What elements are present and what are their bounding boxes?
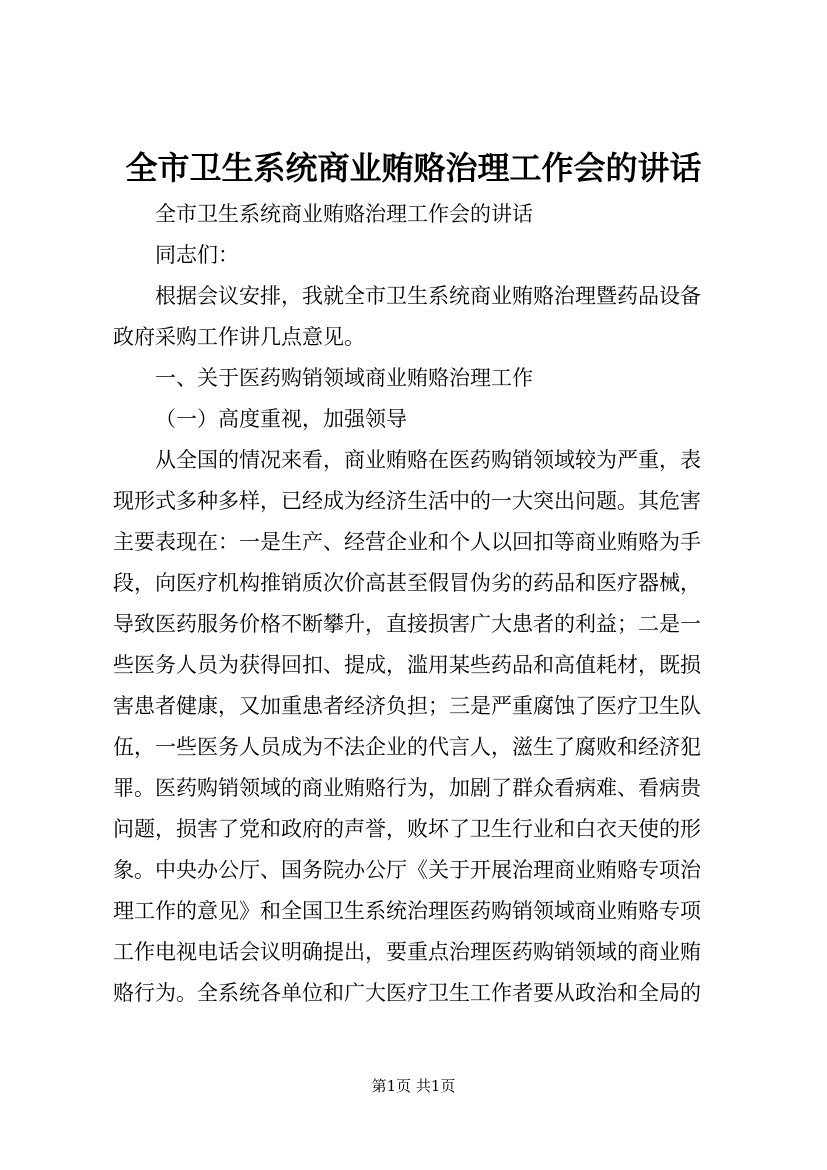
text-line: 根据会议安排，我就全市卫生系统商业贿赂治理暨药品设备 xyxy=(155,284,701,308)
paragraph-subtitle xyxy=(113,194,733,235)
text-line: 工作电视电话会议明确提出，要重点治理医药购销领域的商业贿 xyxy=(113,940,701,964)
text-line: 罪。医药购销领域的商业贿赂行为，加剧了群众看病难、看病贵 xyxy=(113,776,701,800)
text-line: 全市卫生系统商业贿赂治理工作会的讲话 xyxy=(155,202,533,226)
text-line: 现形式多种多样，已经成为经济生活中的一大突出问题。其危害 xyxy=(113,489,701,513)
text-line: 主要表现在：一是生产、经营企业和个人以回扣等商业贿赂为手 xyxy=(113,530,701,554)
text-line: 政府采购工作讲几点意见。 xyxy=(113,325,365,349)
text-line: 问题，损害了党和政府的声誉，败坏了卫生行业和白衣天使的形 xyxy=(113,817,701,841)
text-line: 从全国的情况来看，商业贿赂在医药购销领域较为严重，表 xyxy=(155,448,701,472)
text-line: 导致医药服务价格不断攀升，直接损害广大患者的利益；二是一 xyxy=(113,612,701,636)
text-line: 些医务人员为获得回扣、提成，滥用某些药品和高值耗材，既损 xyxy=(113,653,701,677)
text-line: 段，向医疗机构推销质次价高甚至假冒伪劣的药品和医疗器械， xyxy=(113,571,701,595)
document-title: 全市卫生系统商业贿赂治理工作会的讲话 xyxy=(125,149,702,187)
text-line: 赂行为。全系统各单位和广大医疗卫生工作者要从政治和全局的 xyxy=(113,981,701,1005)
section-heading xyxy=(113,358,733,399)
page-footer: 第1页 共1页 xyxy=(371,1077,456,1095)
document-body xyxy=(113,194,733,1014)
text-line: 害患者健康，又加重患者经济负担；三是严重腐蚀了医疗卫生队 xyxy=(113,694,701,718)
paragraph-main xyxy=(113,440,733,1014)
text-line: 理工作的意见》和全国卫生系统治理医药购销领域商业贿赂专项 xyxy=(113,899,701,923)
text-line: 伍，一些医务人员成为不法企业的代言人，滋生了腐败和经济犯 xyxy=(113,735,701,759)
paragraph-intro xyxy=(113,276,733,358)
text-line: 同志们： xyxy=(155,243,239,267)
paragraph-salutation xyxy=(113,235,733,276)
text-line: 一、关于医药购销领域商业贿赂治理工作 xyxy=(155,366,533,390)
text-line: 象。中央办公厅、国务院办公厅《关于开展治理商业贿赂专项治 xyxy=(113,858,701,882)
text-line: （一）高度重视，加强领导 xyxy=(155,407,407,431)
subsection-heading xyxy=(113,399,733,440)
